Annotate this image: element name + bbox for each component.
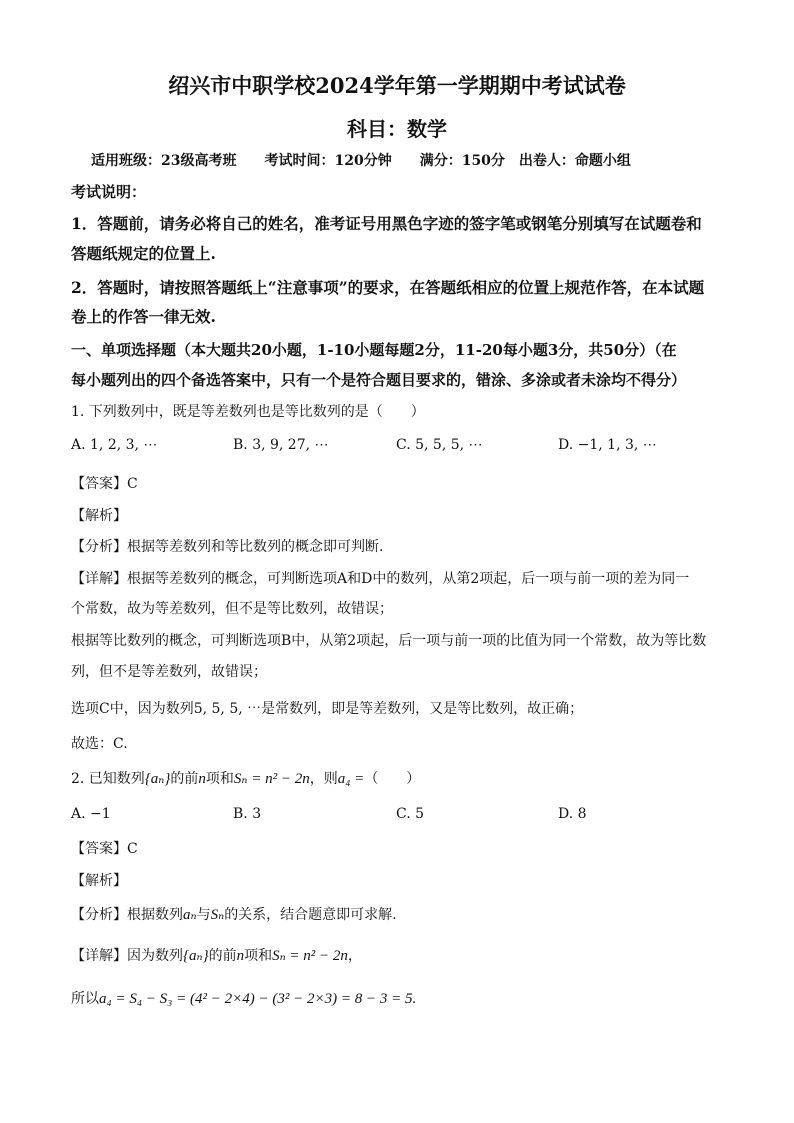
q1-option-b: B. 3, 9, 27, ⋯ (233, 437, 329, 453)
q2-n: n (198, 771, 206, 787)
q1-fenxi: 【分析】根据等差数列和等比数列的概念即可判断. (71, 539, 384, 555)
section1-heading-line2: 每小题列出的四个备选答案中，只有一个是符合题目要求的，错涂、多涂或者未涂均不得分） (71, 371, 687, 389)
q1-stem: 1. 下列数列中，既是等差数列也是等比数列的是（ ） (71, 404, 425, 420)
instruction-2-line1: 2．答题时，请按照答题纸上“注意事项”的要求，在答题纸相应的位置上规范作答，在本试题 (71, 278, 705, 297)
instruction-1-line2: 答题纸规定的位置上. (71, 244, 216, 263)
q2-target: a₄ = (337, 771, 365, 787)
exam-meta: 适用班级：23级高考班 考试时间：120分钟 满分：150分 出卷人：命题小组 (91, 153, 631, 169)
q2-option-a: A. −1 (71, 806, 111, 822)
q2-final-formula: a₄ = S₄ − S₃ = (4² − 2×4) − (3² − 2×3) = 8 − 3 = 5. (99, 991, 417, 1007)
q2-xiangjie (71, 945, 362, 965)
q1-answer: 【答案】C (71, 476, 138, 492)
q2-fenxi-sn: Sₙ (210, 907, 225, 923)
q2-seq: {aₙ} (144, 771, 171, 787)
q1-para3: 选项C中，因为数列5, 5, 5, ⋯是常数列，即是等差数列，又是等比数列，故正确； (71, 701, 584, 717)
q1-xiangjie-line2: 个常数，故为等差数列，但不是等比数列，故错误； (71, 601, 393, 617)
q1-option-a: A. 1, 2, 3, ⋯ (71, 437, 158, 453)
instruction-2-line2: 卷上的作答一律无效. (71, 307, 216, 326)
q2-xiangjie-n: n (236, 948, 245, 964)
instruction-1-line1: 1．答题前，请务必将自己的姓名，准考证号用黑色字迹的签字笔或钢笔分别填写在试题卷和 (71, 214, 702, 233)
q1-para2-line2: 列，但不是等差数列，故错误； (71, 664, 267, 680)
q2-fenxi-suffix: 的关系，结合题意即可求解. (224, 907, 397, 923)
q2-option-d: D. 8 (558, 806, 587, 822)
q1-option-c: C. 5, 5, 5, ⋯ (396, 437, 483, 453)
q2-fenxi-prefix: 【分析】根据数列 (71, 907, 183, 923)
q2-final (71, 988, 416, 1008)
q2-xiangjie-mid2: 项和 (244, 948, 273, 964)
exam-subject: 科目：数学 (347, 117, 447, 141)
q2-final-prefix: 所以 (71, 991, 99, 1007)
q2-stem-mid2: 项和 (205, 771, 234, 787)
q1-para2-line1: 根据等比数列的概念，可判断选项B中，从第2项起，后一项与前一项的比值为同一个常数，故为等比数 (71, 633, 707, 649)
q1-analysis-tag: 【解析】 (71, 508, 127, 524)
q1-option-d: D. −1, 1, 3, ⋯ (558, 437, 657, 453)
q2-option-b: B. 3 (233, 806, 262, 822)
q2-answer: 【答案】C (71, 841, 138, 857)
q2-stem-prefix: 2. 已知数列 (71, 771, 145, 787)
q2-xiangjie-mid: 的前 (208, 948, 237, 964)
q2-stem-mid3: ，则 (309, 771, 338, 787)
q2-formula: Sₙ = n² − 2n (233, 771, 310, 787)
section1-heading-line1: 一、单项选择题（本大题共20小题，1-10小题每题2分，11-20每小题3分，共50分）（在 (71, 341, 677, 359)
exam-title: 绍兴市中职学校2024学年第一学期期中考试试卷 (168, 73, 626, 98)
q2-xiangjie-formula: Sₙ = n² − 2n (272, 948, 348, 964)
q2-fenxi-an: aₙ (183, 907, 197, 923)
q2-fenxi-mid: 与 (196, 907, 211, 923)
instructions-heading: 考试说明： (71, 183, 147, 201)
q2-analysis-tag: 【解析】 (71, 873, 127, 889)
q2-xiangjie-prefix: 【详解】因为数列 (71, 948, 183, 964)
q1-xiangjie-line1: 【详解】根据等差数列的概念，可判断选项A和D中的数列，从第2项起，后一项与前一项的差为同一 (71, 571, 690, 587)
q2-stem-mid: 的前 (170, 771, 199, 787)
q2-xiangjie-seq: {aₙ} (183, 948, 209, 964)
q2-fenxi (71, 904, 397, 924)
q2-xiangjie-suffix: ， (347, 948, 362, 964)
q2-stem-suffix: （ ） (364, 771, 421, 787)
q2-stem (71, 768, 420, 788)
q2-option-c: C. 5 (396, 806, 425, 822)
q1-conclusion: 故选：C. (71, 736, 128, 752)
